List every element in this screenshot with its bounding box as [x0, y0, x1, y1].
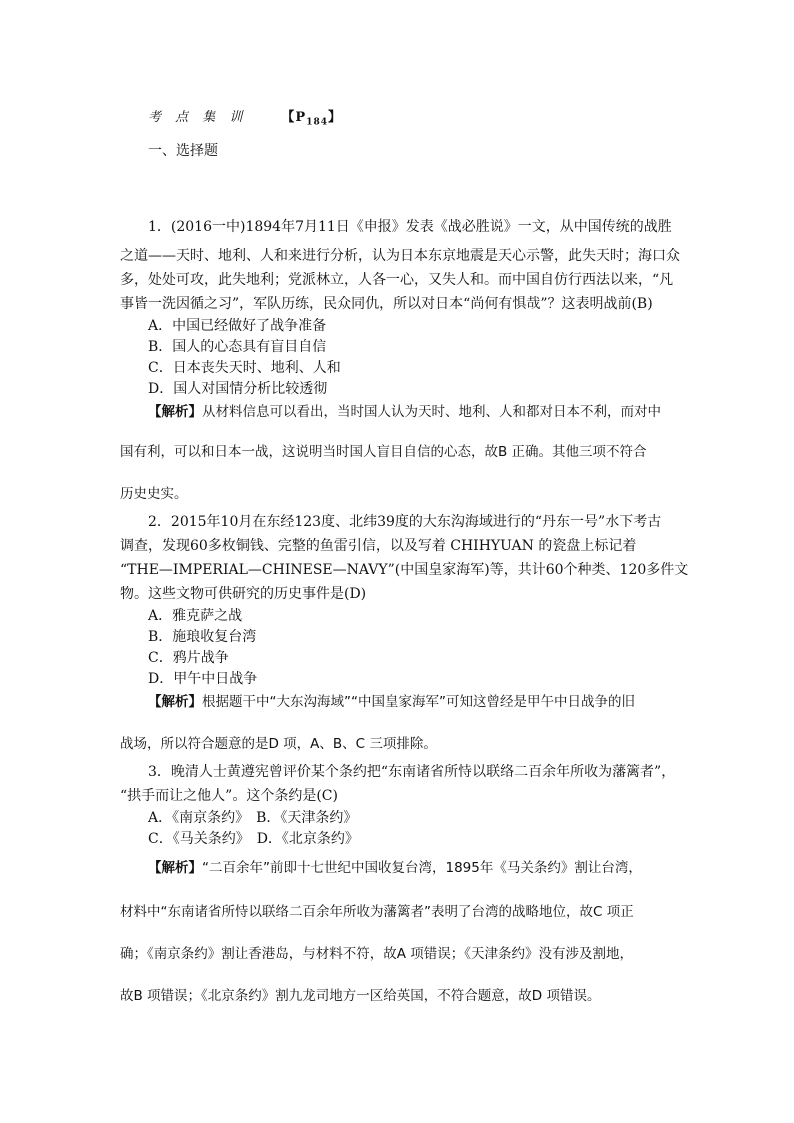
question-stem-line: 物。这些文物可供研究的历史事件是(D)	[120, 586, 367, 602]
analysis-line: 【解析】根据题干中“大东沟海域”“中国皇家海军”可知这曾经是甲午中日战争的旧	[148, 694, 635, 710]
question-stem-line: 3．晚清人士黄遵宪曾评价某个条约把“东南诸省所恃以联络二百余年所收为藩篱者”，	[148, 764, 676, 780]
question-stem-line: 事皆一洗因循之习”，军队历练，民众同仇，所以对日本“尚何有惧哉”？这表明战前(B)	[120, 296, 653, 312]
question-stem-line: 2．2015年10月在东经123度、北纬39度的大东沟海域进行的“丹东一号”水下考古	[148, 514, 662, 530]
analysis-line: 国有利，可以和日本一战，这说明当时国人盲目自信的心态，故B 正确。其他三项不符合	[120, 444, 647, 460]
analysis-line: 确；《南京条约》割让香港岛，与材料不符，故A 项错误；《天津条约》没有涉及割地，	[120, 946, 634, 962]
question-stem-line: “拱手而让之他人”。这个条约是(C)	[120, 788, 338, 804]
analysis-line: 材料中“东南诸省所恃以联络二百余年所收为藩篱者”表明了台湾的战略地位，故C 项正	[120, 904, 634, 920]
option-item: D．甲午中日战争	[148, 671, 258, 687]
question-stem-line: “THE—IMPERIAL—CHINESE—NAVY”(中国皇家海军)等，共计60个种类、120多件文	[120, 562, 689, 578]
analysis-tag: 【解析】	[148, 860, 202, 876]
analysis-line: 【解析】从材料信息可以看出，当时国人认为天时、地利、人和都对日本不利，而对中	[148, 404, 661, 420]
analysis-line: 【解析】“二百余年”前即十七世纪中国收复台湾，1895年《马关条约》割让台湾，	[148, 860, 642, 876]
question-stem-line: 1．(2016一中)1894年7月11日《申报》发表《战必胜说》一文，从中国传统的战胜	[148, 219, 672, 235]
option-item: A．中国已经做好了战争准备	[148, 318, 327, 334]
question-stem-line: 调查，发现60多枚铜钱、完整的鱼雷引信，以及写着 CHIHYUAN 的瓷盘上标记着	[120, 538, 637, 554]
question-1	[120, 212, 690, 400]
question-3	[120, 760, 690, 850]
option-item: A．《南京条约》 B．《天津条约》	[148, 810, 358, 826]
option-item: B．国人的心态具有盲目自信	[148, 339, 327, 355]
option-item: A．雅克萨之战	[148, 608, 243, 624]
option-item: C．日本丧失天时、地利、人和	[148, 360, 341, 376]
analysis-tag: 【解析】	[148, 694, 202, 710]
option-item: D．国人对国情分析比较透彻	[148, 381, 328, 397]
section-title: 一、选择题	[148, 143, 218, 159]
page-header	[148, 106, 342, 128]
question-stem-line: 之道——天时、地利、人和来进行分析，认为日本东京地震是天心示警，此失天时；海口众	[120, 248, 680, 264]
analysis-line: 历史史实。	[120, 486, 188, 502]
option-item: C．鸦片战争	[148, 650, 229, 666]
page-reference: 【$P_{184}$】	[281, 110, 342, 128]
analysis-tag: 【解析】	[148, 404, 202, 420]
option-item: B．施琅收复台湾	[148, 629, 257, 645]
option-item: C．《马关条约》 D．《北京条约》	[148, 831, 359, 847]
question-stem-line: 多，处处可攻，此失地利；党派林立，人各一心，又失人和。而中国自仿行西法以来，“凡	[120, 272, 674, 288]
analysis-line: 故B 项错误；《北京条约》割九龙司地方一区给英国，不符合题意，故D 项错误。	[120, 988, 601, 1004]
analysis-line: 战场，所以符合题意的是D 项，A、B、C 三项排除。	[120, 736, 437, 752]
question-2	[120, 510, 690, 690]
header-label: 考 点 集 训	[148, 110, 248, 125]
